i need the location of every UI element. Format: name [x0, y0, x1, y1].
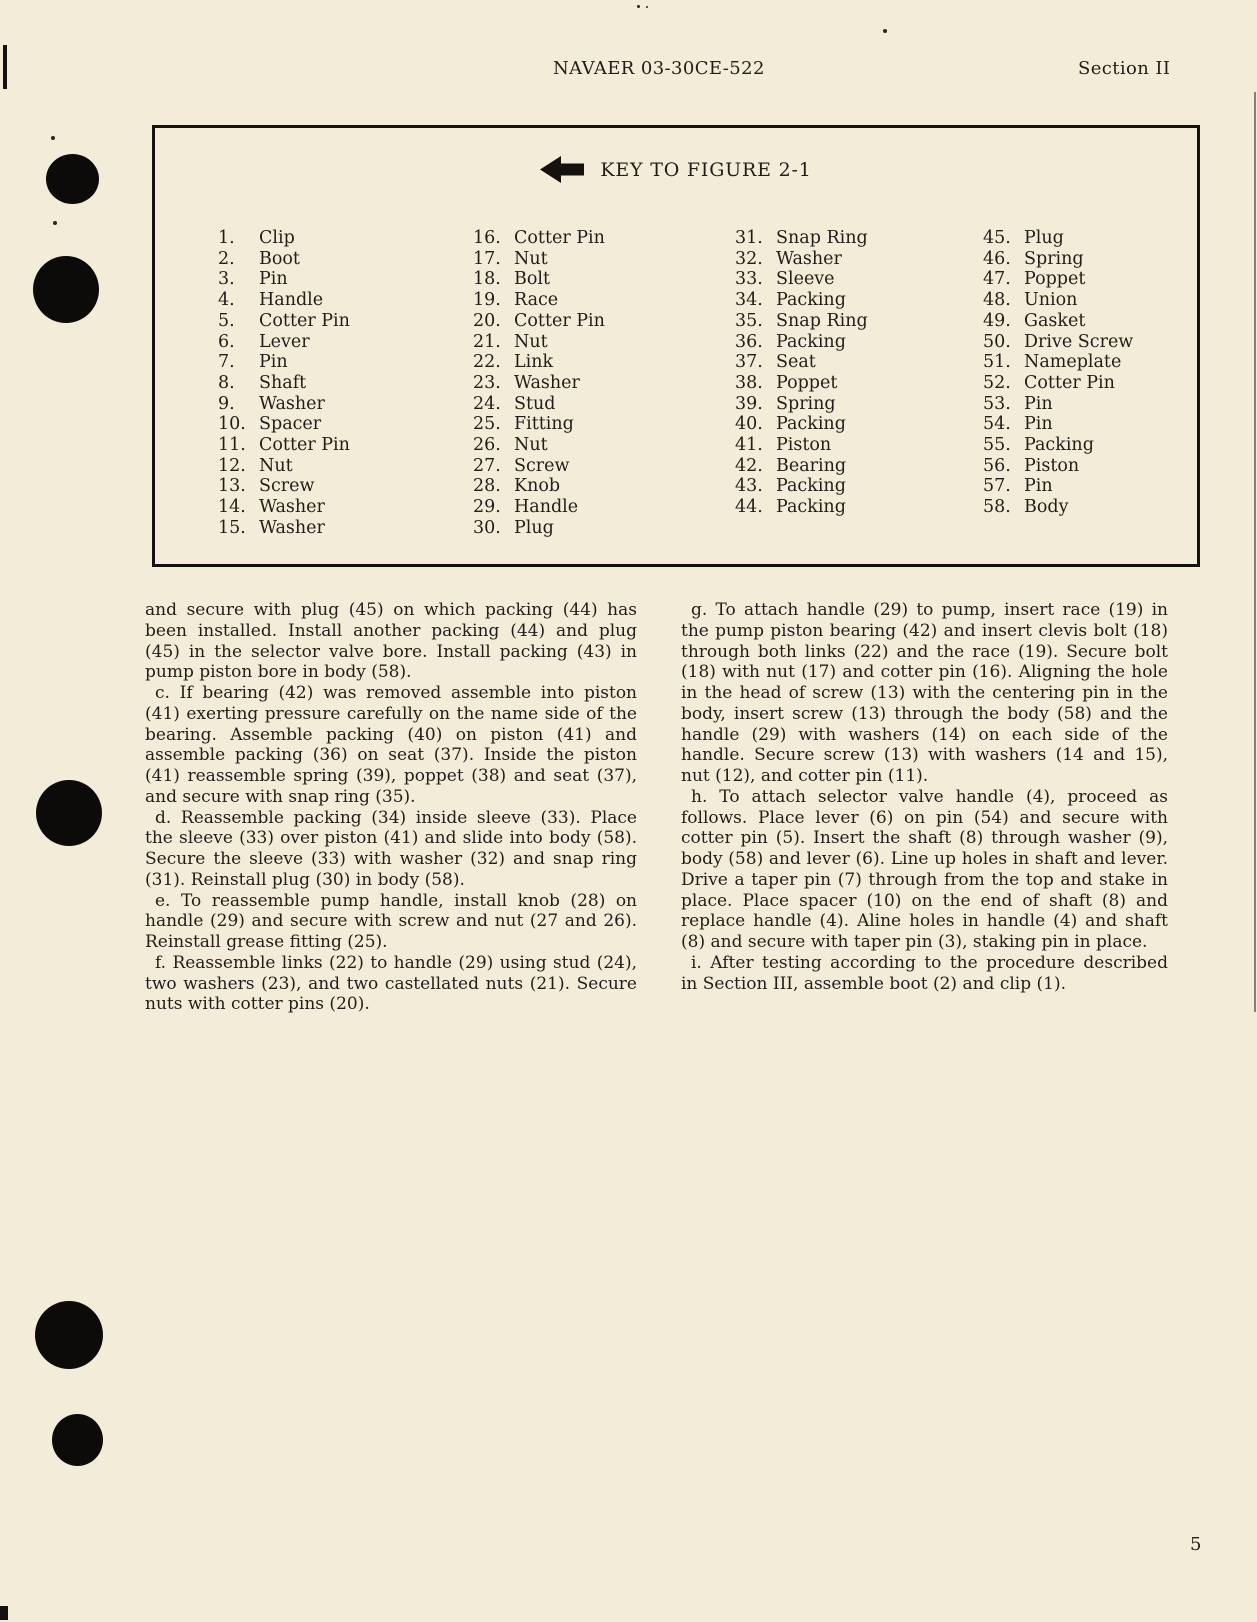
key-item-label: Screw [514, 455, 570, 476]
page-number: 5 [1190, 1534, 1202, 1555]
key-item [735, 456, 980, 477]
key-item [983, 373, 1228, 394]
key-item-number: 39. [735, 393, 763, 414]
key-item [473, 394, 718, 415]
key-title-row [155, 156, 1197, 183]
key-item-number: 50. [983, 331, 1011, 352]
key-item-number: 29. [473, 497, 501, 518]
key-item-label: Nut [259, 455, 293, 476]
key-item-label: Seat [776, 352, 816, 373]
key-item [218, 476, 463, 497]
key-column-2 [473, 228, 718, 539]
key-item-number: 15. [218, 517, 246, 538]
body-paragraph: g. To attach handle (29) to pump, insert race (19) in the pump piston bearing (42) and insert clevis bolt (18) through both links (22) and the race (19). Secure bolt (18) with nut (17) and cotter pin (16). Aligning the hole in the head of screw (13) with the centering pin in the body, insert screw (13) through the body (58) and the handle (29) with washers (14) on each side of the handle. Secure screw (13) with washers (14 and 15), nut (12), and cotter pin (11). [681, 600, 1168, 786]
key-item [218, 311, 463, 332]
key-item-number: 24. [473, 393, 501, 414]
key-item-number: 37. [735, 352, 763, 373]
key-item-number: 22. [473, 352, 501, 373]
key-item [218, 249, 463, 270]
scan-artifact-bar [3, 45, 7, 89]
key-item-number: 55. [983, 435, 1011, 456]
key-item-label: Snap Ring [776, 310, 868, 331]
key-item [473, 311, 718, 332]
key-item-label: Nut [514, 331, 548, 352]
key-to-figure-box [152, 125, 1200, 567]
key-box-title: KEY TO FIGURE 2-1 [600, 158, 812, 181]
key-item-number: 6. [218, 331, 235, 352]
key-item [218, 435, 463, 456]
key-item [983, 249, 1228, 270]
key-item [983, 476, 1228, 497]
key-item-number: 13. [218, 476, 246, 497]
key-item-label: Pin [1024, 414, 1053, 435]
key-item-number: 27. [473, 455, 501, 476]
key-item-label: Screw [259, 476, 315, 497]
key-item-number: 43. [735, 476, 763, 497]
key-column-4 [983, 228, 1228, 518]
key-item-label: Pin [259, 352, 288, 373]
key-item-label: Sleeve [776, 269, 835, 290]
key-item-number: 49. [983, 310, 1011, 331]
key-item [735, 414, 980, 435]
key-item-label: Plug [1024, 228, 1064, 248]
key-item-number: 52. [983, 372, 1011, 393]
key-item-number: 14. [218, 497, 246, 518]
key-item-number: 32. [735, 248, 763, 269]
key-item-label: Boot [259, 248, 300, 269]
key-item-label: Packing [776, 497, 846, 518]
scan-speck [51, 136, 55, 140]
binder-dot [33, 256, 99, 323]
key-item-number: 38. [735, 372, 763, 393]
key-item [983, 435, 1228, 456]
scan-speck [53, 221, 57, 225]
body-paragraph: e. To reassemble pump handle, install knob (28) on handle (29) and secure with screw and nut (27 and 26). Reinstall grease fitting (25). [145, 890, 637, 952]
key-item-label: Nut [514, 248, 548, 269]
body-paragraph: c. If bearing (42) was removed assemble into piston (41) exerting pressure carefully on the name side of the bearing. Assemble packing (40) on piston (41) and assemble packing (36) on seat (37). Inside the piston (41) reassemble spring (39), poppet (38) and seat (37), and secure with snap ring (35). [145, 683, 637, 807]
key-item-number: 33. [735, 269, 763, 290]
key-item-number: 36. [735, 331, 763, 352]
scan-speck [637, 5, 640, 8]
key-item-number: 3. [218, 269, 235, 290]
key-item [218, 228, 463, 249]
key-item [473, 435, 718, 456]
key-item-number: 23. [473, 372, 501, 393]
key-item-number: 19. [473, 290, 501, 311]
key-item [735, 332, 980, 353]
key-item-label: Lever [259, 331, 310, 352]
key-item [473, 373, 718, 394]
key-item-label: Drive Screw [1024, 331, 1134, 352]
key-item-label: Packing [776, 476, 846, 497]
key-item-label: Packing [776, 290, 846, 311]
key-item [735, 394, 980, 415]
key-item [735, 497, 980, 518]
section-label: Section II [1078, 58, 1171, 79]
key-item [735, 352, 980, 373]
body-column-right [681, 600, 1168, 994]
key-item [983, 456, 1228, 477]
key-item [735, 228, 980, 249]
key-item [473, 352, 718, 373]
key-item [983, 290, 1228, 311]
key-item-label: Piston [1024, 455, 1080, 476]
key-item [218, 518, 463, 539]
key-item-number: 42. [735, 455, 763, 476]
key-item-label: Stud [514, 393, 556, 414]
key-item-label: Snap Ring [776, 228, 868, 248]
key-item [218, 352, 463, 373]
key-item-label: Washer [259, 393, 325, 414]
body-paragraph: i. After testing according to the procedure described in Section III, assemble boot (2) and clip (1). [681, 952, 1168, 994]
key-item-number: 46. [983, 248, 1011, 269]
body-paragraph: and secure with plug (45) on which packing (44) has been installed. Install another packing (44) and plug (45) in the selector valve bore. Install packing (43) in pump piston bore in body (58). [145, 600, 637, 683]
key-item-number: 11. [218, 435, 246, 456]
key-item [735, 373, 980, 394]
key-item-number: 20. [473, 310, 501, 331]
key-item-number: 45. [983, 228, 1011, 248]
key-item [473, 228, 718, 249]
key-item-label: Spring [1024, 248, 1084, 269]
key-item-label: Spring [776, 393, 836, 414]
key-item-label: Pin [259, 269, 288, 290]
key-item-number: 54. [983, 414, 1011, 435]
key-item-label: Packing [776, 414, 846, 435]
key-item-number: 31. [735, 228, 763, 248]
key-item [473, 497, 718, 518]
key-item-number: 25. [473, 414, 501, 435]
key-item-label: Union [1024, 290, 1078, 311]
key-item-number: 57. [983, 476, 1011, 497]
key-item-label: Knob [514, 476, 561, 497]
scan-speck [646, 6, 648, 8]
key-item-label: Piston [776, 435, 832, 456]
key-item [983, 228, 1228, 249]
key-item [735, 269, 980, 290]
key-item-number: 51. [983, 352, 1011, 373]
key-item [983, 352, 1228, 373]
key-item-label: Pin [1024, 393, 1053, 414]
key-item-label: Race [514, 290, 559, 311]
key-item [983, 332, 1228, 353]
left-arrow-icon [540, 156, 584, 183]
key-item [735, 290, 980, 311]
key-item-number: 9. [218, 393, 235, 414]
key-item-number: 58. [983, 497, 1011, 518]
key-item-number: 4. [218, 290, 235, 311]
key-item-label: Washer [259, 517, 325, 538]
key-item-label: Spacer [259, 414, 322, 435]
key-item [218, 497, 463, 518]
key-item [983, 269, 1228, 290]
key-item [473, 290, 718, 311]
key-item-label: Pin [1024, 476, 1053, 497]
key-item [735, 249, 980, 270]
key-item [735, 435, 980, 456]
key-item-number: 10. [218, 414, 246, 435]
key-item-label: Washer [776, 248, 842, 269]
key-item [218, 290, 463, 311]
key-item [218, 394, 463, 415]
key-item-label: Cotter Pin [259, 435, 350, 456]
key-item [473, 249, 718, 270]
key-item-number: 7. [218, 352, 235, 373]
key-item-number: 47. [983, 269, 1011, 290]
key-item-number: 16. [473, 228, 501, 248]
key-item [218, 456, 463, 477]
scan-artifact-mark [0, 1606, 8, 1620]
key-item-label: Link [514, 352, 554, 373]
key-item [473, 414, 718, 435]
key-item-number: 41. [735, 435, 763, 456]
scan-edge-line [1254, 92, 1256, 1012]
key-item-label: Washer [259, 497, 325, 518]
key-item-number: 8. [218, 372, 235, 393]
key-item [735, 476, 980, 497]
key-item-label: Clip [259, 228, 295, 248]
key-item [983, 497, 1228, 518]
key-item [983, 414, 1228, 435]
key-item-number: 40. [735, 414, 763, 435]
key-item-number: 56. [983, 455, 1011, 476]
key-item-label: Cotter Pin [1024, 372, 1115, 393]
key-item [983, 311, 1228, 332]
key-item-label: Handle [259, 290, 324, 311]
key-item [218, 373, 463, 394]
key-item-number: 18. [473, 269, 501, 290]
key-item-label: Plug [514, 517, 554, 538]
key-item-number: 1. [218, 228, 235, 248]
key-column-1 [218, 228, 463, 539]
key-item [218, 332, 463, 353]
binder-dot [35, 1301, 103, 1369]
key-item [473, 269, 718, 290]
key-item-number: 35. [735, 310, 763, 331]
key-item-number: 48. [983, 290, 1011, 311]
binder-dot [52, 1414, 103, 1466]
key-item-number: 26. [473, 435, 501, 456]
key-item-number: 12. [218, 455, 246, 476]
body-column-left [145, 600, 637, 1015]
key-column-3 [735, 228, 980, 518]
key-item-number: 17. [473, 248, 501, 269]
key-item-label: Poppet [776, 372, 838, 393]
scan-speck [883, 29, 887, 33]
binder-dot [46, 154, 99, 204]
key-item-label: Washer [514, 372, 580, 393]
key-item-label: Poppet [1024, 269, 1086, 290]
key-item-number: 44. [735, 497, 763, 518]
key-item [473, 476, 718, 497]
key-item [473, 456, 718, 477]
body-paragraph: h. To attach selector valve handle (4), proceed as follows. Place lever (6) on pin (54) and secure with cotter pin (5). Insert the shaft (8) through washer (9), body (58) and lever (6). Line up holes in shaft and lever. Drive a taper pin (7) through from the top and stake in place. Place spacer (10) on the end of shaft (8) and replace handle (4). Aline holes in handle (4) and shaft (8) and secure with taper pin (3), staking pin in place. [681, 786, 1168, 952]
key-item-label: Packing [1024, 435, 1094, 456]
key-item [473, 518, 718, 539]
key-item-number: 2. [218, 248, 235, 269]
key-item [473, 332, 718, 353]
binder-dot [36, 780, 102, 846]
key-item [218, 414, 463, 435]
key-item-number: 5. [218, 310, 235, 331]
key-item-label: Fitting [514, 414, 574, 435]
key-item [218, 269, 463, 290]
key-item [735, 311, 980, 332]
key-item-number: 28. [473, 476, 501, 497]
key-item-label: Body [1024, 497, 1069, 518]
key-item-label: Bolt [514, 269, 551, 290]
body-paragraph: d. Reassemble packing (34) inside sleeve (33). Place the sleeve (33) over piston (41) and slide into body (58). Secure the sleeve (33) with washer (32) and snap ring (31). Reinstall plug (30) in body (58). [145, 807, 637, 890]
key-item-label: Shaft [259, 372, 307, 393]
key-item-label: Cotter Pin [259, 310, 350, 331]
body-paragraph: f. Reassemble links (22) to handle (29) using stud (24), two washers (23), and two castellated nuts (21). Secure nuts with cotter pins (20). [145, 952, 637, 1015]
doc-number: NAVAER 03-30CE-522 [553, 58, 765, 79]
key-item-label: Packing [776, 331, 846, 352]
key-item-label: Nut [514, 435, 548, 456]
key-item-number: 21. [473, 331, 501, 352]
key-item-label: Handle [514, 497, 579, 518]
key-item-number: 30. [473, 517, 501, 538]
key-item-number: 34. [735, 290, 763, 311]
key-item-number: 53. [983, 393, 1011, 414]
key-item-label: Bearing [776, 455, 847, 476]
key-item-label: Gasket [1024, 310, 1086, 331]
key-item-label: Cotter Pin [514, 228, 605, 248]
key-item [983, 394, 1228, 415]
key-item-label: Nameplate [1024, 352, 1122, 373]
key-item-label: Cotter Pin [514, 310, 605, 331]
